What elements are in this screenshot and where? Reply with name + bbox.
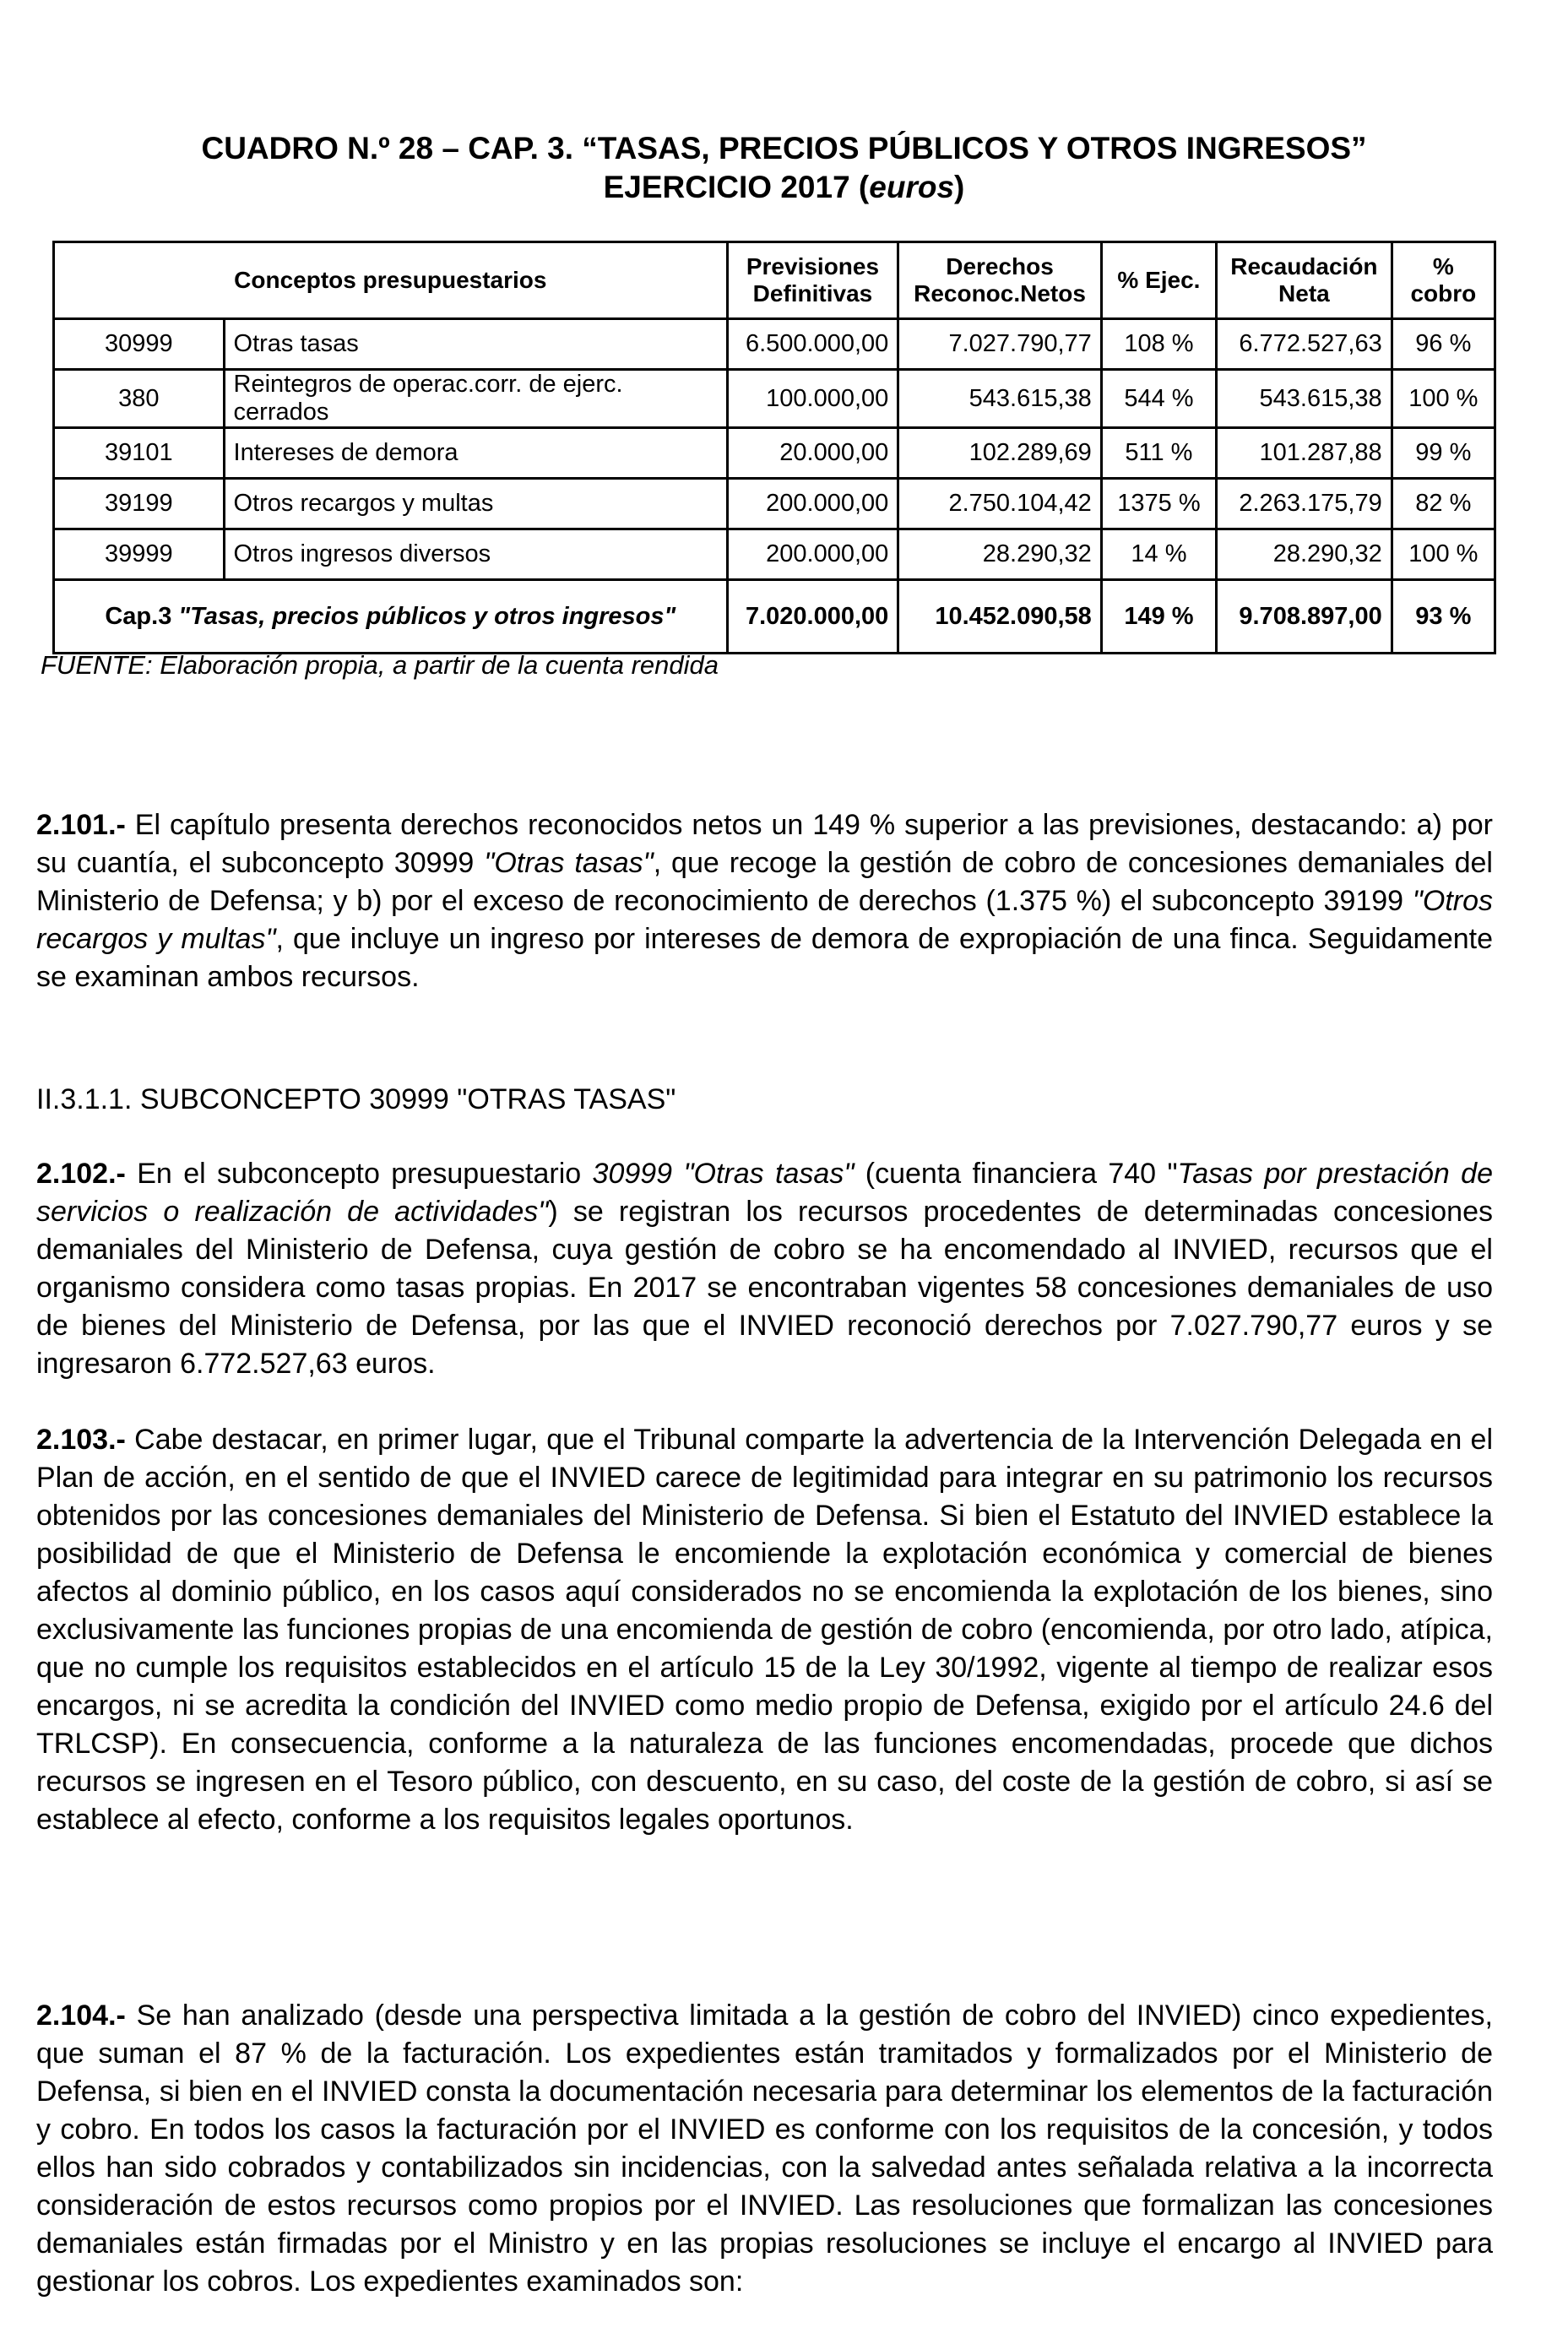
table-total-row bbox=[54, 580, 1495, 654]
cell-prev: 200.000,00 bbox=[727, 529, 898, 580]
cell-desc: Intereses de demora bbox=[224, 428, 727, 479]
header-previsiones: Previsiones Definitivas bbox=[727, 242, 898, 319]
paragraph-number: 2.104.- bbox=[36, 1999, 126, 2032]
cell-der: 102.289,69 bbox=[898, 428, 1102, 479]
table-header-row bbox=[54, 242, 1495, 319]
cell-rec: 543.615,38 bbox=[1217, 370, 1392, 428]
cell-code: 30999 bbox=[54, 319, 225, 370]
table-row bbox=[54, 319, 1495, 370]
paragraph-number: 2.103.- bbox=[36, 1424, 126, 1456]
cell-desc: Otros ingresos diversos bbox=[224, 529, 727, 580]
cell-rec: 101.287,88 bbox=[1217, 428, 1392, 479]
cell-cobro: 96 % bbox=[1392, 319, 1495, 370]
cell-prev: 6.500.000,00 bbox=[727, 319, 898, 370]
cell-desc: Otras tasas bbox=[224, 319, 727, 370]
total-label: Cap.3 "Tasas, precios públicos y otros ingresos" bbox=[54, 580, 728, 654]
cell-rec: 2.263.175,79 bbox=[1217, 479, 1392, 529]
paragraph-2-102: 2.102.- En el subconcepto presupuestario 30999 "Otras tasas" (cuenta financiera 740 "Tasas por prestación de servicios o realización de actividades") se registran los recursos procedentes de determinadas concesiones demaniales del Ministerio de Defensa, cuya gestión de cobro se ha encomendado al INVIED, recursos que el organismo considera como tasas propias. En 2017 se encontraban vigentes 58 concesiones demaniales de uso de bienes del Ministerio de Defensa, por las que el INVIED reconoció derechos por 7.027.790,77 euros y se ingresaron 6.772.527,63 euros. bbox=[36, 1158, 1493, 1380]
table-row bbox=[54, 370, 1495, 428]
total-der: 10.452.090,58 bbox=[898, 580, 1102, 654]
table-row bbox=[54, 529, 1495, 580]
total-cobro: 93 % bbox=[1392, 580, 1495, 654]
paragraph-number: 2.101.- bbox=[36, 809, 126, 841]
paragraph-2-104: 2.104.- Se han analizado (desde una perspectiva limitada a la gestión de cobro del INVIED) cinco expedientes, que suman el 87 % de la facturación. Los expedientes están tramitados y formalizados por el Ministerio de Defensa, si bien en el INVIED consta la documentación necesaria para determinar los elementos de la facturación y cobro. En todos los casos la facturación por el INVIED es conforme con los requisitos de la concesión, y todos ellos han sido cobrados y contabilizados sin incidencias, con la salvedad antes señalada relativa a la incorrecta consideración de estos recursos como propios por el INVIED. Las resoluciones que formalizan las concesiones demaniales están firmadas por el Ministro y en las propias resoluciones se incluye el encargo al INVIED para gestionar los cobros. Los expedientes examinados son: bbox=[36, 1999, 1493, 2298]
section-heading: II.3.1.1. SUBCONCEPTO 30999 "OTRAS TASAS" bbox=[36, 1083, 676, 1115]
cell-der: 2.750.104,42 bbox=[898, 479, 1102, 529]
cell-code: 39101 bbox=[54, 428, 225, 479]
cell-ejec: 544 % bbox=[1101, 370, 1216, 428]
cell-desc: Reintegros de operac.corr. de ejerc. cerrados bbox=[224, 370, 727, 428]
paragraph-number: 2.102.- bbox=[36, 1158, 126, 1190]
header-concepts: Conceptos presupuestarios bbox=[54, 242, 728, 319]
cell-rec: 28.290,32 bbox=[1217, 529, 1392, 580]
header-recaudacion: Recaudación Neta bbox=[1217, 242, 1392, 319]
cell-ejec: 108 % bbox=[1101, 319, 1216, 370]
subtitle-suffix: ) bbox=[954, 170, 965, 204]
total-rec: 9.708.897,00 bbox=[1217, 580, 1392, 654]
cell-ejec: 511 % bbox=[1101, 428, 1216, 479]
total-prev: 7.020.000,00 bbox=[727, 580, 898, 654]
cell-cobro: 99 % bbox=[1392, 428, 1495, 479]
cell-prev: 200.000,00 bbox=[727, 479, 898, 529]
paragraph-2-103: 2.103.- Cabe destacar, en primer lugar, que el Tribunal comparte la advertencia de la Intervención Delegada en el Plan de acción, en el sentido de que el INVIED carece de legitimidad para integrar en su patrimonio los recursos obtenidos por las concesiones demaniales del Ministerio de Defensa. Si bien el Estatuto del INVIED establece la posibilidad de que el Ministerio de Defensa le encomiende la explotación económica y comercial de bienes afectos al dominio público, en los casos aquí considerados no se encomienda la explotación de los bienes, sino exclusivamente las funciones propias de una encomienda de gestión de cobro (encomienda, por otro lado, atípica, que no cumple los requisitos establecidos en el artículo 15 de la Ley 30/1992, vigente al tiempo de realizar esos encargos, ni se acredita la condición del INVIED como medio propio de Defensa, exigido por el artículo 24.6 del TRLCSP). En consecuencia, conforme a la naturaleza de las funciones encomendadas, procede que dichos recursos se ingresen en el Tesoro público, con descuento, en su caso, del coste de la gestión de cobro, si así se establece al efecto, conforme a los requisitos legales oportunos. bbox=[36, 1424, 1493, 1836]
header-ejecucion: % Ejec. bbox=[1101, 242, 1216, 319]
header-cobro: % cobro bbox=[1392, 242, 1495, 319]
table-source-note: FUENTE: Elaboración propia, a partir de la cuenta rendida bbox=[41, 650, 719, 680]
cell-der: 28.290,32 bbox=[898, 529, 1102, 580]
total-ejec: 149 % bbox=[1101, 580, 1216, 654]
cell-code: 39199 bbox=[54, 479, 225, 529]
cell-rec: 6.772.527,63 bbox=[1217, 319, 1392, 370]
cell-prev: 20.000,00 bbox=[727, 428, 898, 479]
header-derechos: Derechos Reconoc.Netos bbox=[898, 242, 1102, 319]
cell-code: 380 bbox=[54, 370, 225, 428]
cell-der: 543.615,38 bbox=[898, 370, 1102, 428]
revenue-table bbox=[52, 241, 1496, 654]
cell-desc: Otros recargos y multas bbox=[224, 479, 727, 529]
cell-code: 39999 bbox=[54, 529, 225, 580]
cell-ejec: 1375 % bbox=[1101, 479, 1216, 529]
cell-cobro: 82 % bbox=[1392, 479, 1495, 529]
table-row bbox=[54, 479, 1495, 529]
cell-der: 7.027.790,77 bbox=[898, 319, 1102, 370]
cell-cobro: 100 % bbox=[1392, 529, 1495, 580]
table-title: CUADRO N.º 28 – CAP. 3. “TASAS, PRECIOS PÚBLICOS Y OTROS INGRESOS” bbox=[201, 131, 1367, 165]
paragraph-2-101: 2.101.- El capítulo presenta derechos reconocidos netos un 149 % superior a las previsiones, destacando: a) por su cuantía, el subconcepto 30999 "Otras tasas", que recoge la gestión de cobro de concesiones demaniales del Ministerio de Defensa; y b) por el exceso de reconocimiento de derechos (1.375 %) el subconcepto 39199 "Otros recargos y multas", que incluye un ingreso por intereses de demora de expropiación de una finca. Seguidamente se examinan ambos recursos. bbox=[36, 809, 1493, 993]
subtitle-prefix: EJERCICIO 2017 ( bbox=[603, 170, 870, 204]
table-row bbox=[54, 428, 1495, 479]
subtitle-unit: euros bbox=[869, 170, 955, 204]
cell-ejec: 14 % bbox=[1101, 529, 1216, 580]
table-subtitle bbox=[0, 168, 1568, 207]
cell-prev: 100.000,00 bbox=[727, 370, 898, 428]
cell-cobro: 100 % bbox=[1392, 370, 1495, 428]
